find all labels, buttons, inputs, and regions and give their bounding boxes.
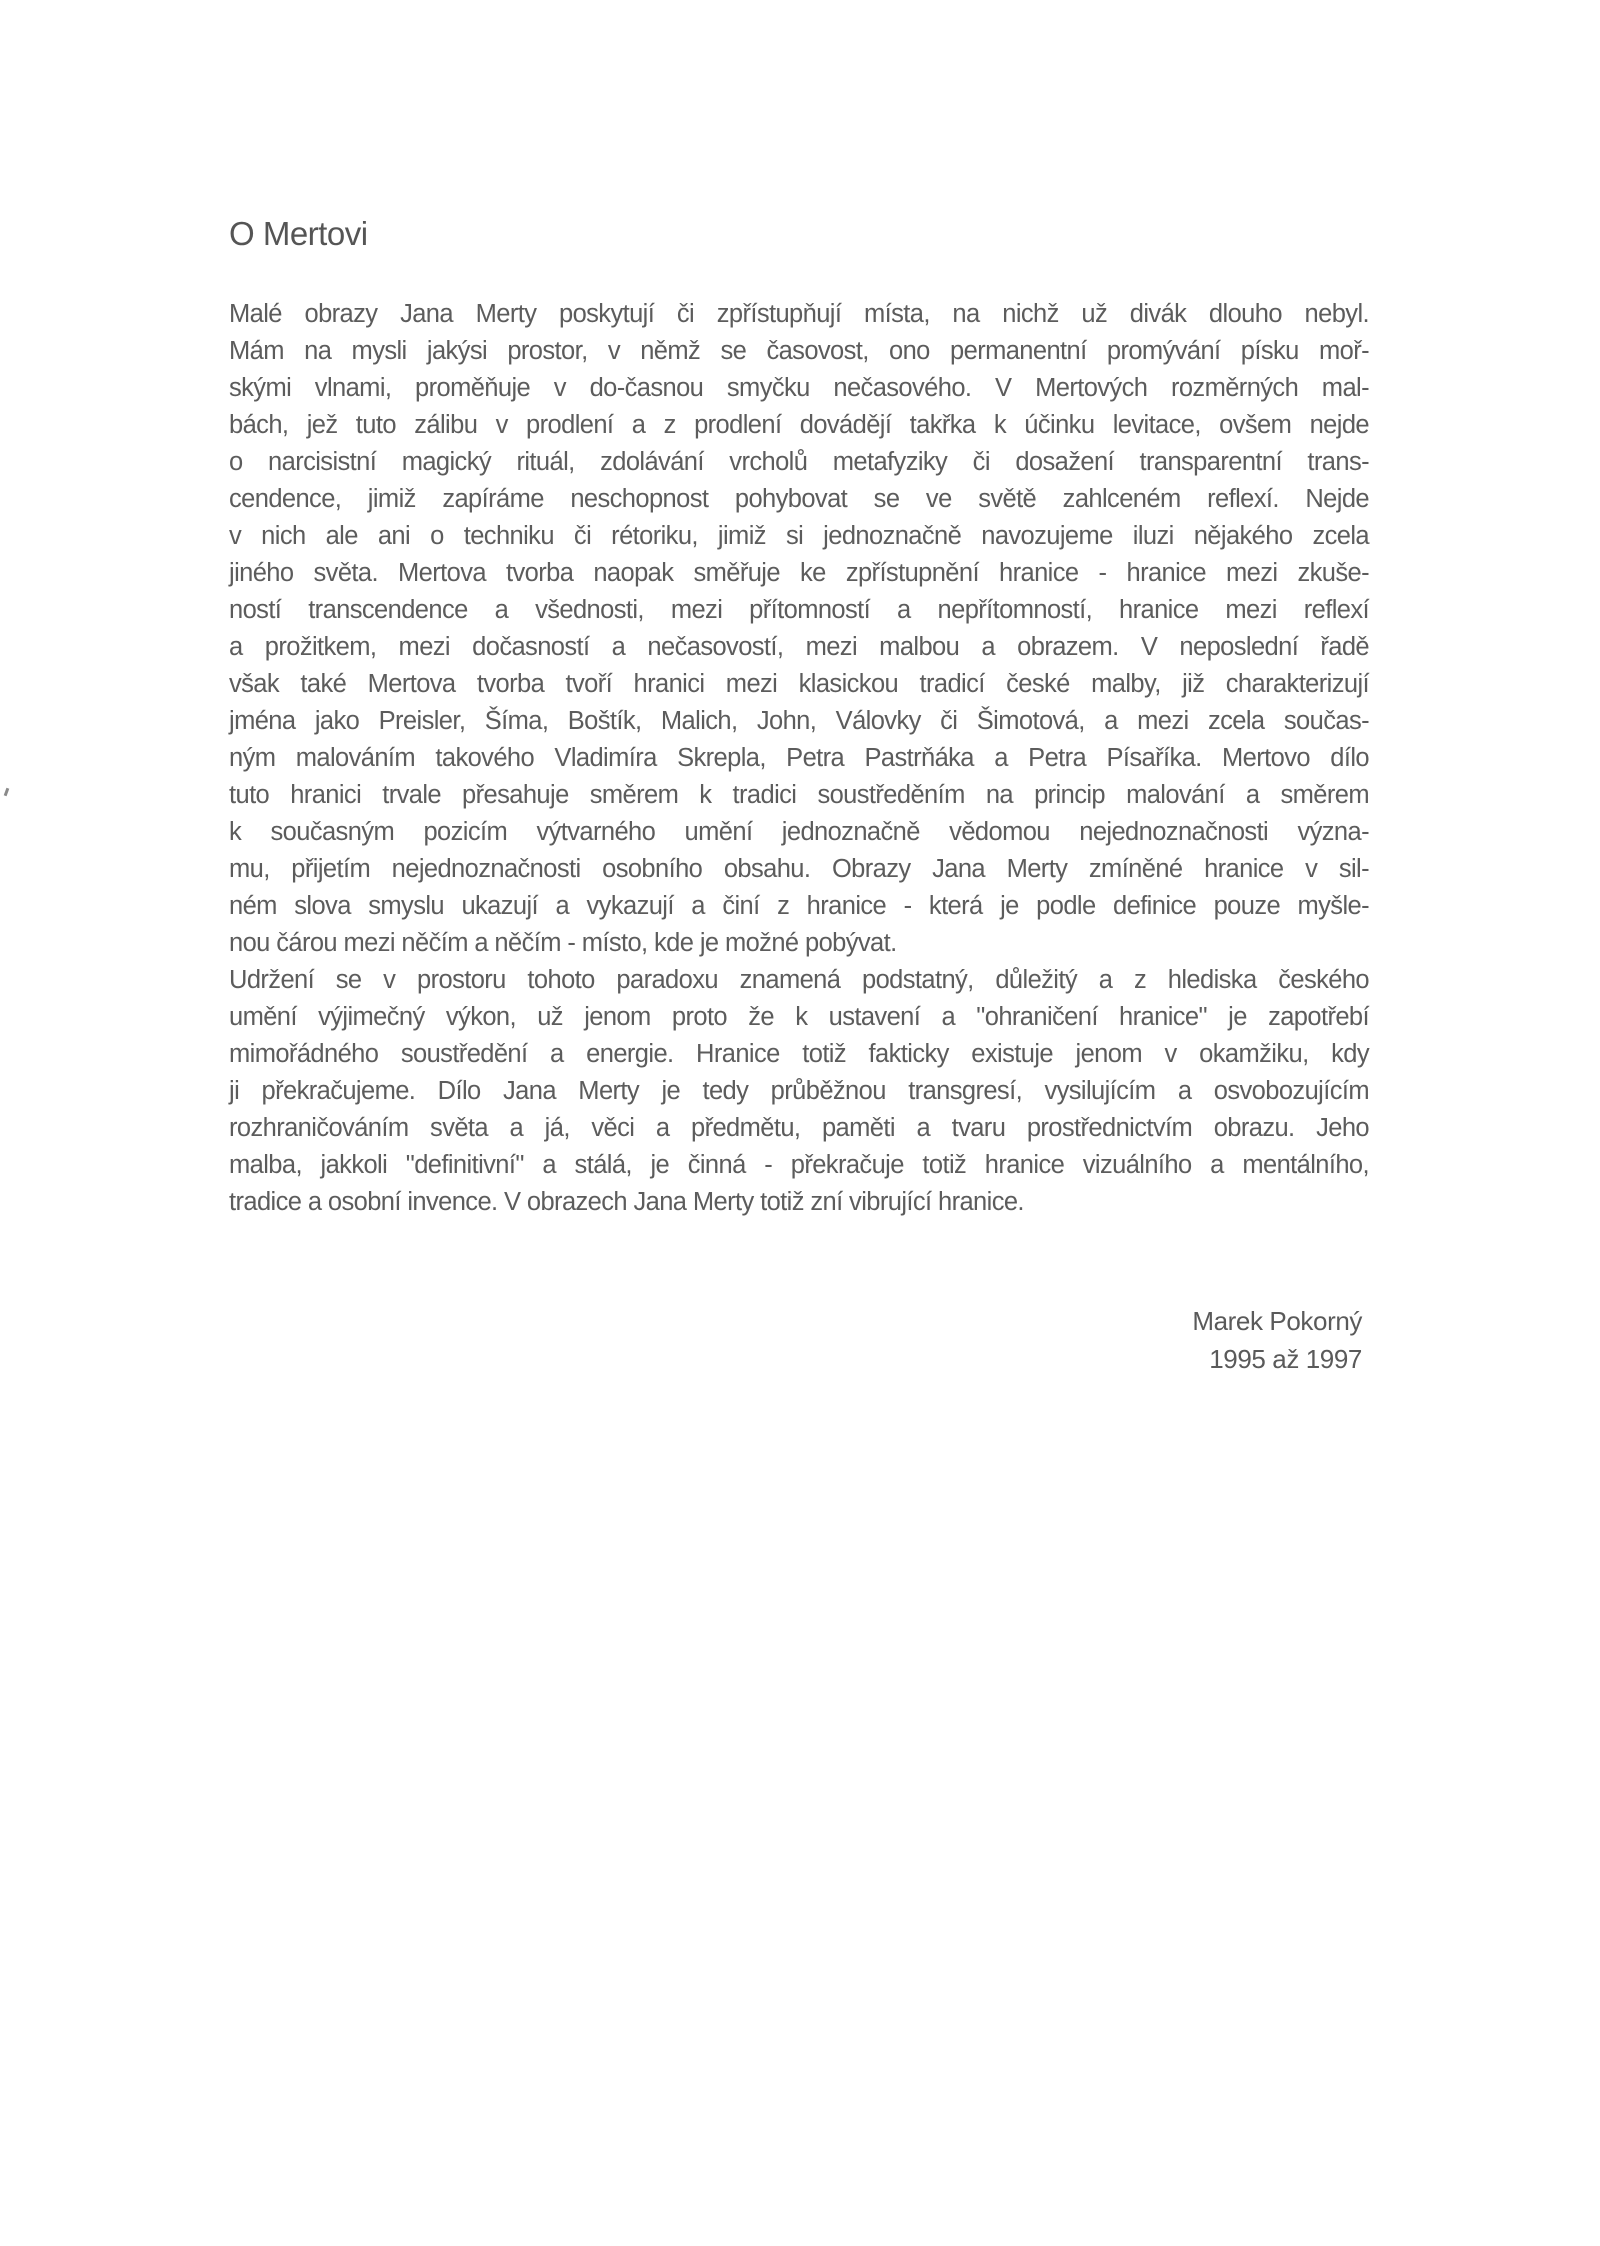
- text-line: k současným pozicím výtvarného umění jednoznačně vědomou nejednoznačnosti význa-: [229, 818, 1369, 846]
- paragraph: [229, 962, 1369, 1221]
- text-line: však také Mertova tvorba tvoří hranici mezi klasickou tradicí české malby, již charakterizují: [229, 670, 1369, 698]
- text-line: cendence, jimiž zapíráme neschopnost pohybovat se ve světě zahlceném reflexí. Nejde: [229, 485, 1369, 513]
- text-line: skými vlnami, proměňuje v do-časnou smyčku nečasového. V Mertových rozměrných mal-: [229, 374, 1369, 402]
- document-title: O Mertovi: [229, 215, 368, 252]
- text-line: v nich ale ani o techniku či rétoriku, jimiž si jednoznačně navozujeme iluzi nějakého zcela: [229, 522, 1369, 550]
- text-line: bách, jež tuto zálibu v prodlení a z prodlení dovádějí takřka k účinku levitace, ovšem nejde: [229, 411, 1369, 439]
- article-body: [229, 296, 1369, 1221]
- text-line: mimořádného soustředění a energie. Hranice totiž fakticky existuje jenom v okamžiku, kdy: [229, 1040, 1369, 1068]
- text-line: nou čárou mezi něčím a něčím - místo, kde je možné pobývat.: [229, 929, 897, 957]
- text-line: a prožitkem, mezi dočasností a nečasovostí, mezi malbou a obrazem. V neposlední řadě: [229, 633, 1369, 661]
- text-line: tuto hranici trvale přesahuje směrem k tradici soustředěním na princip malování a směrem: [229, 781, 1369, 809]
- text-line: rozhraničováním světa a já, věci a předmětu, paměti a tvaru prostřednictvím obrazu. Jeho: [229, 1114, 1369, 1142]
- text-line: mu, přijetím nejednoznačnosti osobního obsahu. Obrazy Jana Merty zmíněné hranice v sil-: [229, 855, 1369, 883]
- text-line: ným malováním takového Vladimíra Skrepla, Petra Pastrňáka a Petra Písaříka. Mertovo dílo: [229, 744, 1369, 772]
- text-line: malba, jakkoli "definitivní" a stálá, je činná - překračuje totiž hranice vizuálního a mentálního,: [229, 1151, 1369, 1179]
- date-range: 1995 až 1997: [1209, 1344, 1362, 1374]
- text-line: Mám na mysli jakýsi prostor, v němž se časovost, ono permanentní promývání písku moř-: [229, 337, 1369, 365]
- text-line: Udržení se v prostoru tohoto paradoxu znamená podstatný, důležitý a z hlediska českého: [229, 966, 1369, 994]
- text-line: Malé obrazy Jana Merty poskytují či zpřístupňují místa, na nichž už divák dlouho nebyl.: [229, 300, 1369, 328]
- text-line: jiného světa. Mertova tvorba naopak směřuje ke zpřístupnění hranice - hranice mezi zkuše-: [229, 559, 1369, 587]
- text-line: umění výjimečný výkon, už jenom proto že k ustavení a "ohraničení hranice" je zapotřebí: [229, 1003, 1369, 1031]
- text-line: ném slova smyslu ukazují a vykazují a činí z hranice - která je podle definice pouze myšle-: [229, 892, 1369, 920]
- text-line: ností transcendence a všednosti, mezi přítomností a nepřítomností, hranice mezi reflexí: [229, 596, 1369, 624]
- text-line: jména jako Preisler, Šíma, Boštík, Malich, John, Válovky či Šimotová, a mezi zcela součas-: [229, 707, 1369, 735]
- paragraph: [229, 296, 1369, 962]
- signature-block: [1192, 1302, 1362, 1378]
- author-name: Marek Pokorný: [1192, 1306, 1362, 1336]
- scan-edge-mark: [4, 788, 10, 797]
- text-line: ji překračujeme. Dílo Jana Merty je tedy průběžnou transgresí, vysilujícím a osvobozujícím: [229, 1077, 1369, 1105]
- text-line: tradice a osobní invence. V obrazech Jana Merty totiž zní vibrující hranice.: [229, 1188, 1024, 1216]
- text-line: o narcisistní magický rituál, zdolávání vrcholů metafyziky či dosažení transparentní trans-: [229, 448, 1369, 476]
